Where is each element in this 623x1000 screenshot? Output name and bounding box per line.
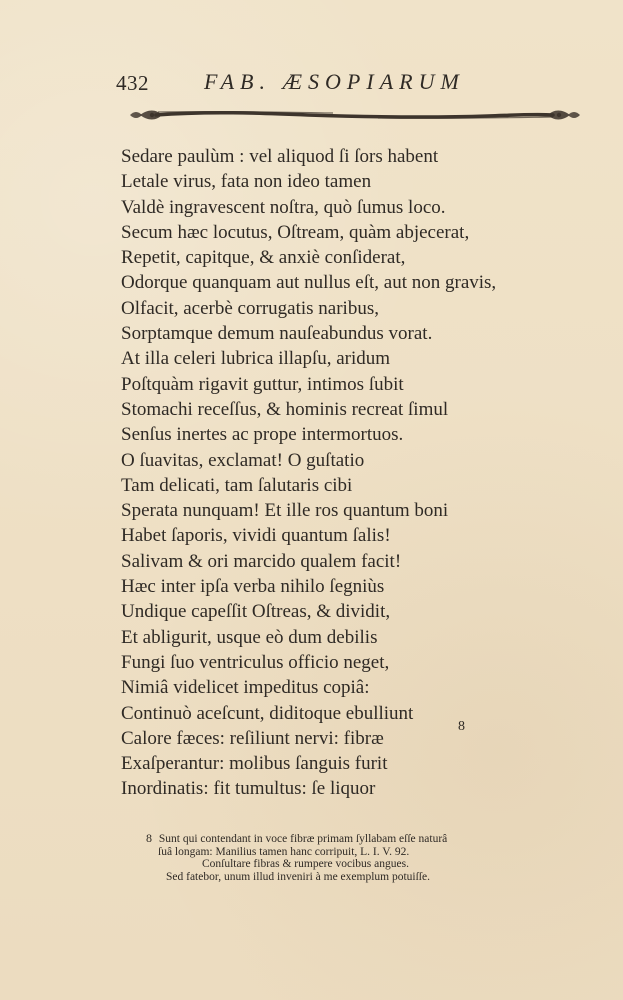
- poem-line: Inordinatis: fit tumultus: ſe liquor: [121, 778, 376, 800]
- poem-line: Senſus inertes ac prope intermortuos.: [121, 424, 404, 446]
- footnote-line: Conſultare fibras & rumpere vocibus angues.: [202, 858, 409, 870]
- poem-line: Sperata nunquam! Et ille ros quantum boni: [121, 500, 449, 522]
- poem-line: Sedare paulùm : vel aliquod ſi ſors habent: [121, 146, 439, 167]
- footnote-line: Sed fatebor, unum illud inveniri à me exemplum potuiſſe.: [166, 870, 430, 883]
- poem-line: O ſuavitas, exclamat! O guſtatio: [121, 449, 365, 471]
- poem-line: Repetit, capitque, & anxiè conſiderat,: [121, 247, 406, 269]
- poem-line: Olfacit, acerbè corrugatis naribus,: [121, 297, 379, 319]
- footnote-line: ſuâ longam: Manilius tamen hanc corripuit, L. I. V. 92.: [158, 845, 410, 858]
- footnote-marker: 8: [458, 718, 465, 734]
- footnote-number: 8: [146, 831, 152, 845]
- footnote: [146, 832, 606, 883]
- poem-line: Salivam & ori marcido qualem facit!: [121, 550, 402, 572]
- poem-line-text: Calore fæces: reſiliunt nervi: fibræ: [121, 727, 384, 749]
- poem-line: Et abligurit, usque eò dum debilis: [121, 626, 378, 648]
- poem-line: Secum hæc locutus, Oſtream, quàm abjecerat,: [121, 221, 470, 243]
- page-header: [112, 64, 522, 102]
- poem-line-with-footnote: [121, 718, 581, 751]
- poem-line: Habet ſaporis, vividi quantum ſalis!: [121, 525, 391, 547]
- poem-line: Hæc inter ipſa verba nihilo ſegniùs: [121, 576, 385, 598]
- poem-line: Nimiâ videlicet impeditus copiâ:: [121, 677, 370, 699]
- ornamental-rule: [128, 103, 582, 127]
- poem-line: Continuò aceſcunt, diditoque ebulliunt: [121, 702, 414, 724]
- poem-line: At illa celeri lubrica illapſu, aridum: [121, 348, 391, 370]
- poem-line: Sorptamque demum nauſeabundus vorat.: [121, 323, 433, 345]
- poem-line: Letale virus, fata non ideo tamen: [121, 171, 372, 193]
- poem-line: Fungi ſuo ventriculus officio neget,: [121, 651, 390, 673]
- poem-line: Odorque quanquam aut nullus eſt, aut non gravis,: [121, 272, 497, 294]
- poem-line: Undique capeſſit Oſtreas, & dividit,: [121, 601, 391, 623]
- poem-line: Exaſperantur: molibus ſanguis furit: [121, 753, 388, 775]
- poem-line: Poſtquàm rigavit guttur, intimos ſubit: [121, 373, 404, 395]
- footnote-line: [146, 832, 606, 846]
- poem-line: Stomachi receſſus, & hominis recreat ſimul: [121, 398, 449, 420]
- poem-line: Valdè ingravescent noſtra, quò ſumus loco.: [121, 196, 446, 218]
- page-number: 432: [116, 71, 149, 95]
- poem-text: [121, 144, 581, 802]
- poem-line: Tam delicati, tam ſalutaris cibi: [121, 474, 353, 496]
- running-title: FAB. ÆSOPIARUM: [204, 69, 465, 94]
- footnote-line-text: Sunt qui contendant in voce fibræ primam ſyllabam eſſe naturâ: [158, 833, 448, 845]
